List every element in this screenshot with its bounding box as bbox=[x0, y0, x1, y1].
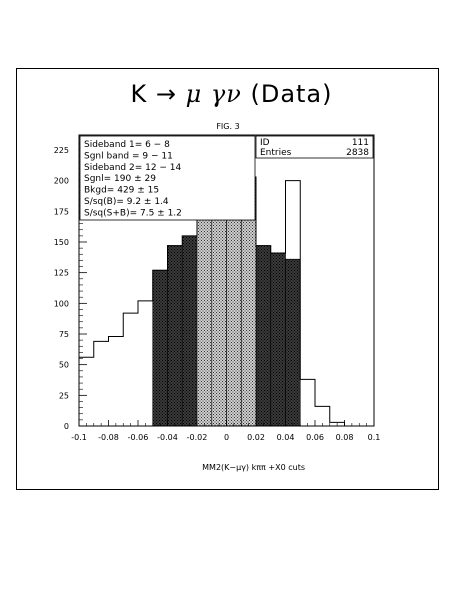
histogram-bar-sideband-5 bbox=[153, 270, 168, 426]
stats-value-1: 2838 bbox=[346, 148, 369, 158]
histogram-bar-signal-8 bbox=[197, 197, 212, 426]
title-data: (Data) bbox=[250, 80, 333, 108]
annotation-line-5: S/sq(B)= 9.2 ± 1.4 bbox=[84, 197, 169, 207]
histogram-bar-sideband-14 bbox=[286, 259, 301, 426]
x-tick-label-1: -0.08 bbox=[98, 433, 119, 442]
x-axis-label: MM2(K−μγ) kππ +X0 cuts bbox=[202, 463, 305, 472]
histogram-bar-sideband-7 bbox=[182, 236, 197, 426]
y-tick-label-4: 100 bbox=[53, 299, 69, 309]
title-gamma-nu: γν bbox=[210, 80, 242, 108]
x-tick-label-7: 0.04 bbox=[276, 433, 295, 442]
title-k: K bbox=[130, 80, 148, 108]
y-tick-label-6: 150 bbox=[53, 238, 69, 247]
histogram-bar-sideband-12 bbox=[256, 246, 271, 426]
y-tick-label-3: 75 bbox=[58, 330, 69, 339]
y-tick-label-5: 125 bbox=[53, 268, 69, 278]
x-tick-label-10: 0.1 bbox=[367, 433, 381, 442]
annotation-line-6: S/sq(S+B)= 7.5 ± 1.2 bbox=[84, 208, 182, 219]
stats-label-1: Entries bbox=[260, 148, 292, 158]
y-tick-label-8: 200 bbox=[53, 176, 69, 186]
x-tick-label-8: 0.06 bbox=[306, 433, 324, 442]
x-tick-label-3: -0.04 bbox=[157, 433, 178, 442]
annotation-line-2: Sideband 2= 12 − 14 bbox=[84, 162, 182, 173]
y-tick-label-9: 225 bbox=[53, 146, 69, 155]
y-tick-label-7: 175 bbox=[53, 207, 69, 217]
x-tick-label-0: -0.1 bbox=[71, 433, 87, 442]
histogram-bar-sideband-6 bbox=[168, 246, 183, 426]
stats-value-0: 111 bbox=[351, 138, 369, 148]
y-tick-label-1: 25 bbox=[58, 391, 69, 401]
annotation-line-3: Sgnl= 190 ± 29 bbox=[84, 174, 156, 185]
annotation-line-4: Bkgd= 429 ± 15 bbox=[84, 185, 160, 196]
x-tick-label-4: -0.02 bbox=[186, 433, 208, 442]
x-tick-label-2: -0.06 bbox=[127, 433, 149, 442]
histogram-bar-sideband-13 bbox=[271, 253, 286, 426]
annotation-line-1: Sgnl band = 9 − 11 bbox=[84, 151, 173, 162]
stats-label-0: ID bbox=[260, 138, 270, 148]
y-tick-label-2: 50 bbox=[58, 360, 69, 370]
x-tick-label-9: 0.08 bbox=[335, 433, 354, 442]
title-mu: μ bbox=[185, 80, 203, 108]
annotation-line-0: Sideband 1= 6 − 8 bbox=[84, 140, 170, 150]
x-tick-label-6: 0.02 bbox=[247, 433, 265, 442]
y-tick-label-0: 0 bbox=[63, 422, 69, 431]
x-tick-label-5: 0 bbox=[223, 433, 230, 442]
title-arrow: → bbox=[155, 80, 177, 108]
chart-subtitle: FIG. 3 bbox=[216, 122, 240, 131]
